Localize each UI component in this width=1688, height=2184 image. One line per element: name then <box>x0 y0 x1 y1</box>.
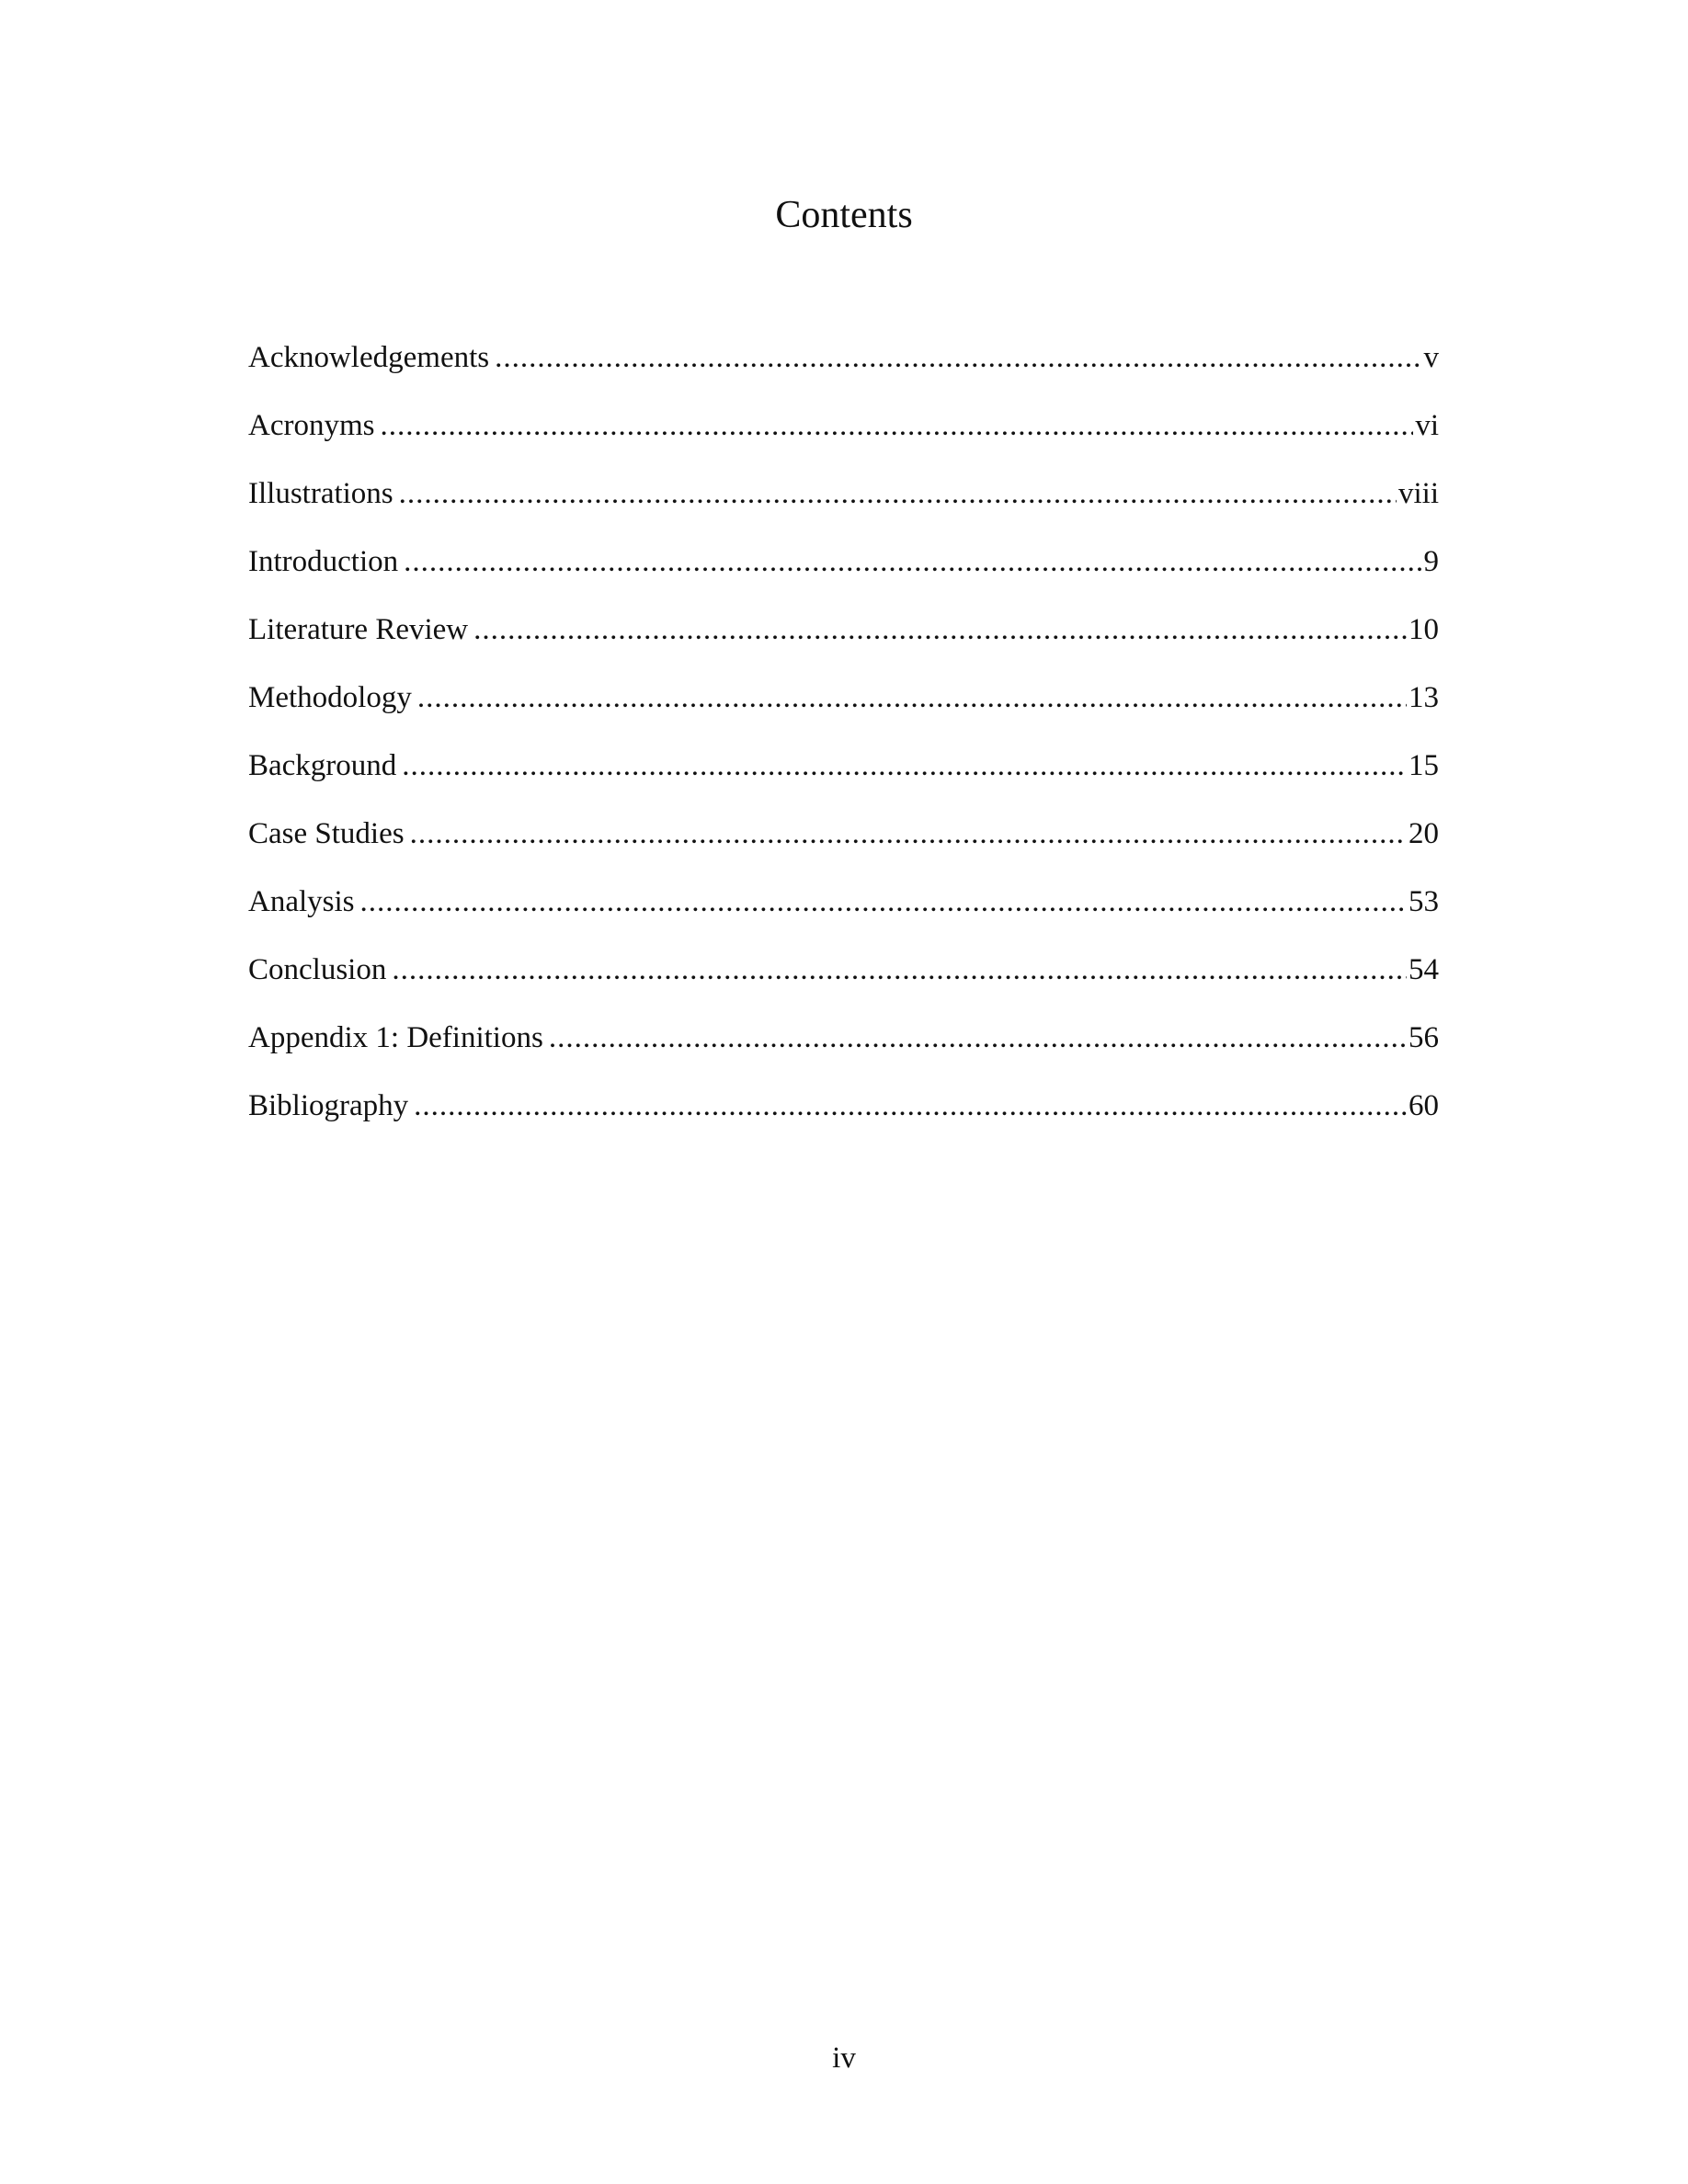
toc-entry-page: 54 <box>1409 953 1439 986</box>
table-of-contents <box>248 338 1439 1155</box>
toc-dot-leader <box>410 814 1407 853</box>
toc-dot-leader <box>380 406 1413 445</box>
toc-entry-label: Illustrations <box>248 477 393 510</box>
toc-entry-label: Acknowledgements <box>248 341 490 374</box>
toc-entry-introduction[interactable] <box>248 542 1439 610</box>
toc-entry-appendix-1[interactable] <box>248 1018 1439 1086</box>
toc-dot-leader <box>473 610 1407 649</box>
toc-entry-label: Acronyms <box>248 409 375 442</box>
toc-entry-bibliography[interactable] <box>248 1086 1439 1155</box>
toc-dot-leader <box>417 678 1407 717</box>
toc-entry-label: Bibliography <box>248 1089 409 1122</box>
toc-entry-label: Case Studies <box>248 817 405 850</box>
toc-dot-leader <box>392 950 1407 989</box>
toc-entry-label: Conclusion <box>248 953 387 986</box>
toc-entry-page: 56 <box>1409 1021 1439 1054</box>
toc-entry-acronyms[interactable] <box>248 406 1439 474</box>
page-number: iv <box>832 2042 856 2075</box>
toc-entry-page: viii <box>1397 477 1439 510</box>
toc-dot-leader <box>549 1018 1407 1057</box>
toc-entry-page: 53 <box>1409 885 1439 918</box>
toc-entry-case-studies[interactable] <box>248 814 1439 882</box>
toc-entry-acknowledgements[interactable] <box>248 338 1439 406</box>
toc-entry-page: 13 <box>1409 681 1439 714</box>
toc-entry-page: 9 <box>1423 545 1439 578</box>
toc-entry-label: Methodology <box>248 681 412 714</box>
toc-entry-literature-review[interactable] <box>248 610 1439 678</box>
toc-entry-label: Introduction <box>248 545 399 578</box>
toc-entry-label: Appendix 1: Definitions <box>248 1021 543 1054</box>
toc-entry-page: 10 <box>1409 613 1439 646</box>
toc-entry-label: Analysis <box>248 885 355 918</box>
toc-dot-leader <box>404 542 1421 581</box>
toc-entry-illustrations[interactable] <box>248 474 1439 542</box>
toc-entry-page: vi <box>1415 409 1439 442</box>
toc-entry-page: v <box>1423 341 1439 374</box>
toc-entry-background[interactable] <box>248 746 1439 814</box>
toc-entry-conclusion[interactable] <box>248 950 1439 1018</box>
toc-entry-methodology[interactable] <box>248 678 1439 746</box>
toc-dot-leader <box>360 882 1408 921</box>
toc-entry-page: 60 <box>1409 1089 1439 1122</box>
toc-dot-leader <box>402 746 1407 785</box>
toc-entry-label: Literature Review <box>248 613 469 646</box>
page-title: Contents <box>775 194 913 236</box>
toc-entry-label: Background <box>248 749 397 782</box>
toc-dot-leader <box>495 338 1421 377</box>
toc-entry-page: 15 <box>1409 749 1439 782</box>
toc-dot-leader <box>399 474 1397 513</box>
toc-dot-leader <box>414 1086 1407 1125</box>
toc-entry-analysis[interactable] <box>248 882 1439 950</box>
toc-entry-page: 20 <box>1409 817 1439 850</box>
